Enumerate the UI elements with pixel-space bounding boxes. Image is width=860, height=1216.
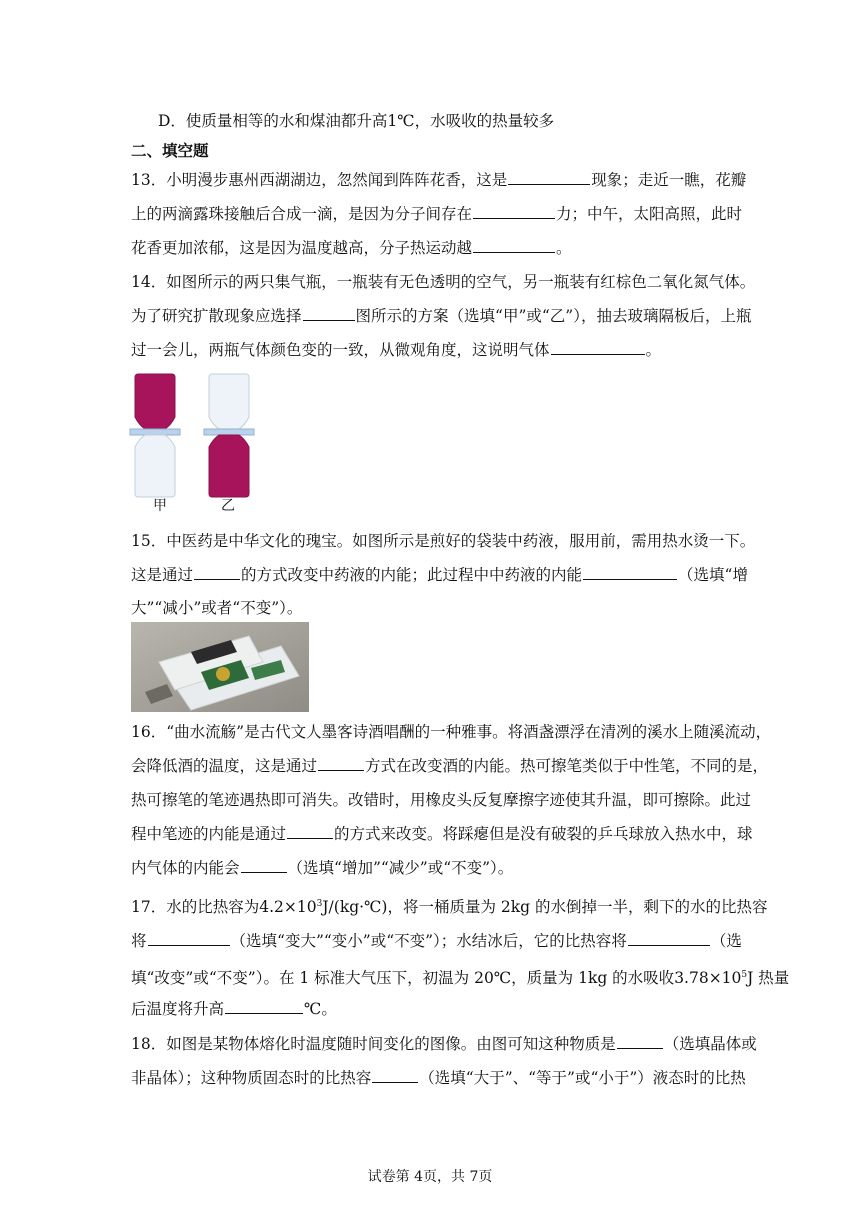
text: 程中笔迹的内能是通过: [131, 825, 287, 843]
text: 现象；走近一瞧，花瓣: [591, 171, 747, 189]
text: 图所示的方案（选填“甲”或“乙”），抽去玻璃隔板后，上瓶: [355, 307, 752, 325]
q14-line3: [131, 339, 661, 361]
text: 13．小明漫步惠州西湖湖边，忽然闻到阵阵花香，这是: [131, 171, 508, 189]
q16-line5: [131, 857, 513, 879]
q18-line2: [131, 1067, 746, 1089]
text: 上的两滴露珠接触后合成一滴，是因为分子间存在: [131, 205, 473, 223]
answer-blank[interactable]: [508, 169, 590, 185]
answer-blank[interactable]: [551, 339, 645, 355]
q16-line1: 16．“曲水流觞”是古代文人墨客诗酒唱酬的一种雅事。将酒盏漂浮在清冽的溪水上随溪流动，: [131, 723, 772, 741]
formula-heat: $3.78\times 10^5$: [674, 969, 748, 987]
text: 将: [131, 932, 147, 950]
text: 力；中午，太阳高照，此时: [556, 205, 743, 223]
text: 。: [645, 341, 662, 359]
q17-line4: [131, 998, 337, 1020]
text: ，将一桶质量为 2kg 的水倒掉一半，剩下的水的比热容: [387, 898, 768, 916]
q13-line1: [131, 169, 746, 191]
text: 为了研究扩散现象应选择: [131, 307, 302, 325]
text: （选填“增加”“减少”或“不变”）。: [287, 859, 514, 877]
caption-yi: 乙: [221, 498, 235, 514]
text: 17．水的比热容为: [131, 898, 260, 916]
text: 花香更加浓郁，这是因为温度越高，分子热运动越: [131, 239, 473, 257]
answer-blank[interactable]: [194, 564, 240, 580]
text: 的方式改变中药液的内能；此过程中中药液的内能: [241, 566, 583, 584]
answer-blank[interactable]: [225, 998, 303, 1014]
answer-blank[interactable]: [628, 930, 710, 946]
gas-jars-figure: [128, 370, 258, 515]
q15-line3: 大”“减小”或者“不变”）。: [131, 599, 303, 617]
answer-blank[interactable]: [473, 203, 555, 219]
text: （选填“增: [678, 566, 748, 584]
glass-plate: [130, 429, 180, 435]
answer-blank[interactable]: [287, 823, 333, 839]
q17-line3: [131, 964, 789, 989]
glass-plate: [204, 429, 254, 435]
text: 会降低酒的温度，这是通过: [131, 757, 318, 775]
q17-line2: [131, 930, 742, 952]
formula-specific-heat: $4.2\times 10^3J/(kg\cdot℃)$: [259, 898, 388, 916]
option-d: D．使质量相等的水和煤油都升高1℃，水吸收的热量较多: [158, 112, 555, 130]
text: （选填“变大”“变小”或“不变”）；水结冰后，它的比热容将: [230, 932, 627, 950]
answer-blank[interactable]: [303, 305, 355, 321]
q16-line2: [131, 755, 768, 777]
answer-blank[interactable]: [583, 564, 677, 580]
answer-blank[interactable]: [617, 1033, 663, 1049]
text: 过一会儿，两瓶气体颜色变的一致，从微观角度，这说明气体: [131, 341, 550, 359]
answer-blank[interactable]: [473, 237, 555, 253]
text: 填“改变”或“不变”）。在 1 标准大气压下，初温为 20℃，质量为 1kg 的水吸收: [131, 969, 675, 987]
q14-line1: 14．如图所示的两只集气瓶，一瓶装有无色透明的空气，另一瓶装有红棕色二氧化氮气体。: [131, 273, 756, 291]
caption-jia: 甲: [153, 498, 167, 514]
q13-line3: [131, 237, 572, 259]
answer-blank[interactable]: [148, 930, 230, 946]
jar-jia: [130, 374, 180, 497]
q16-line3: 热可擦笔的笔迹遇热即可消失。改错时，用橡皮头反复摩擦字迹使其升温，即可擦除。此过: [131, 791, 752, 809]
q18-line1: [131, 1033, 757, 1055]
jar-yi: [204, 374, 254, 497]
text: 的方式来改变。将踩瘪但是没有破裂的乒乓球放入热水中，球: [334, 825, 753, 843]
text: 这是通过: [131, 566, 194, 584]
text: 后温度将升高: [131, 1000, 225, 1018]
answer-blank[interactable]: [372, 1067, 418, 1083]
medicine-bag-photo: [131, 622, 309, 712]
q16-line4: [131, 823, 753, 845]
text: 内气体的内能会: [131, 859, 240, 877]
q15-line2: [131, 564, 748, 586]
answer-blank[interactable]: [241, 857, 287, 873]
text: （选填“大于”、“等于”或“小于”）液态时的比热: [419, 1069, 746, 1087]
text: 方式在改变酒的内能。热可擦笔类似于中性笔，不同的是，: [365, 757, 769, 775]
text: 非晶体）；这种物质固态时的比热容: [131, 1069, 372, 1087]
text: J 热量: [747, 969, 790, 987]
text: （选填晶体或: [663, 1035, 757, 1053]
q13-line2: [131, 203, 742, 225]
q14-line2: [131, 305, 751, 327]
section-heading: 二、填空题: [131, 142, 209, 160]
text: （选: [710, 932, 742, 950]
answer-blank[interactable]: [318, 755, 364, 771]
text: ℃。: [304, 1000, 337, 1018]
q15-line1: 15．中医药是中华文化的瑰宝。如图所示是煎好的袋装中药液，服用前，需用热水烫一下。: [131, 532, 756, 550]
page-footer: 试卷第 4页，共 7页: [367, 1169, 493, 1185]
q17-line1: [131, 893, 768, 918]
text: 。: [556, 239, 572, 257]
text: 18．如图是某物体熔化时温度随时间变化的图像。由图可知这种物质是: [131, 1035, 616, 1053]
